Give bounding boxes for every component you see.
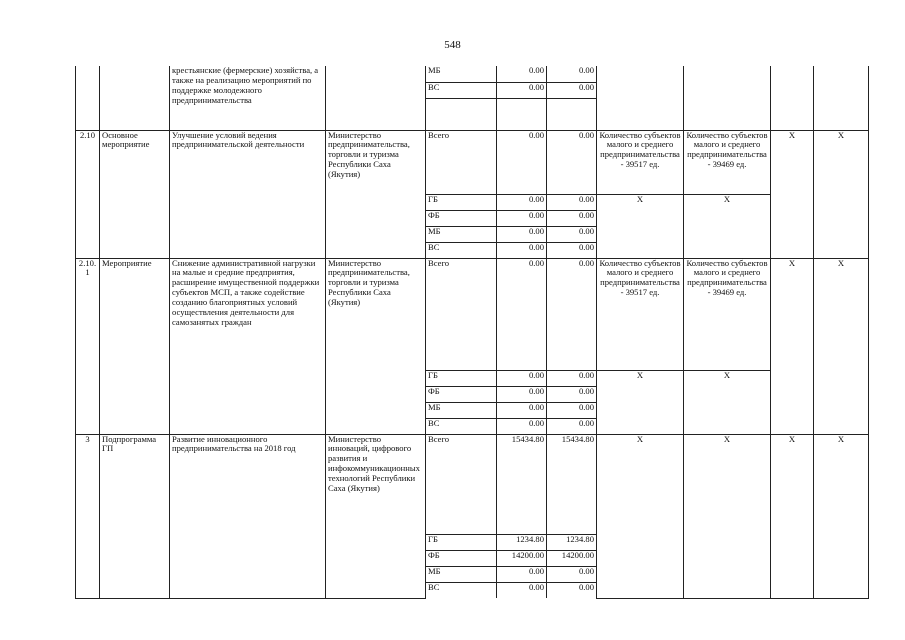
- x-mark: Х: [771, 434, 814, 598]
- amount-plan: 0.00: [497, 82, 547, 98]
- x-mark: Х: [814, 434, 869, 598]
- amount-fact: 0.00: [547, 402, 597, 418]
- amount-fact: 14200.00: [547, 550, 597, 566]
- amount-plan: 0.00: [497, 418, 547, 434]
- funding-source: МБ: [426, 566, 497, 582]
- measure-name: Снижение административной нагрузки на малые и средние предприятия, расширение имущественной поддержки субъектов МСП, а также содействие созданию благоприятных условий осуществления деятельности для самозанятых граждан: [170, 258, 326, 434]
- x-mark: Х: [771, 258, 814, 434]
- funding-source: ГБ: [426, 534, 497, 550]
- row-type: Мероприятие: [100, 258, 170, 434]
- amount-fact: 0.00: [547, 582, 597, 598]
- executor: Министерство предпринимательства, торговли и туризма Республики Саха (Якутия): [326, 258, 426, 434]
- amount-fact: 0.00: [547, 258, 597, 370]
- table-row: [76, 434, 869, 534]
- amount-plan: 1234.80: [497, 534, 547, 550]
- amount-fact: 0.00: [547, 66, 597, 82]
- amount-plan: 0.00: [497, 242, 547, 258]
- amount-plan: 0.00: [497, 386, 547, 402]
- amount-plan: 0.00: [497, 370, 547, 386]
- funding-source: ВС: [426, 418, 497, 434]
- x-mark: Х: [597, 194, 684, 258]
- funding-source: МБ: [426, 66, 497, 82]
- amount-plan: 15434.80: [497, 434, 547, 534]
- amount-plan: 0.00: [497, 402, 547, 418]
- funding-source: ВС: [426, 82, 497, 98]
- x-mark: Х: [597, 370, 684, 434]
- table-row: [76, 130, 869, 194]
- funding-source: ГБ: [426, 194, 497, 210]
- funding-source: ВС: [426, 582, 497, 598]
- executor: Министерство инноваций, цифрового развития и инфокоммуникационных технологий Республики Саха (Якутия): [326, 434, 426, 598]
- row-number: 2.10: [76, 130, 100, 258]
- table-row: [76, 66, 869, 82]
- funding-source: ВС: [426, 242, 497, 258]
- indicator-fact: Количество субъектов малого и среднего предпринимательства - 39469 ед.: [684, 258, 771, 370]
- amount-fact: 0.00: [547, 82, 597, 98]
- funding-source: МБ: [426, 402, 497, 418]
- funding-source: ФБ: [426, 550, 497, 566]
- x-mark: Х: [684, 370, 771, 434]
- amount-fact: 0.00: [547, 370, 597, 386]
- table-row: [76, 258, 869, 370]
- x-mark: Х: [771, 130, 814, 258]
- amount-plan: 0.00: [497, 130, 547, 194]
- program-table: [75, 66, 869, 599]
- funding-source: МБ: [426, 226, 497, 242]
- amount-fact: 15434.80: [547, 434, 597, 534]
- amount-fact: 0.00: [547, 210, 597, 226]
- x-mark: Х: [814, 130, 869, 258]
- row-type: Подпрограмма ГП: [100, 434, 170, 598]
- funding-source: ФБ: [426, 210, 497, 226]
- amount-plan: 0.00: [497, 258, 547, 370]
- funding-source: ФБ: [426, 386, 497, 402]
- funding-source: Всего: [426, 434, 497, 534]
- funding-source: Всего: [426, 130, 497, 194]
- measure-name: Улучшение условий ведения предпринимательской деятельности: [170, 130, 326, 258]
- indicator-plan: Количество субъектов малого и среднего предпринимательства - 39517 ед.: [597, 130, 684, 194]
- page-number: 548: [444, 39, 461, 51]
- row-type: Основное мероприятие: [100, 130, 170, 258]
- amount-fact: 0.00: [547, 226, 597, 242]
- executor: Министерство предпринимательства, торговли и туризма Республики Саха (Якутия): [326, 130, 426, 258]
- amount-plan: 0.00: [497, 566, 547, 582]
- amount-plan: 0.00: [497, 194, 547, 210]
- amount-plan: 14200.00: [497, 550, 547, 566]
- amount-fact: 0.00: [547, 386, 597, 402]
- indicator-plan: Количество субъектов малого и среднего предпринимательства - 39517 ед.: [597, 258, 684, 370]
- amount-plan: 0.00: [497, 582, 547, 598]
- amount-plan: 0.00: [497, 210, 547, 226]
- row-number: 3: [76, 434, 100, 598]
- row-number: 2.10.1: [76, 258, 100, 434]
- measure-name: Развитие инновационного предпринимательства на 2018 год: [170, 434, 326, 598]
- funding-source: Всего: [426, 258, 497, 370]
- amount-fact: 0.00: [547, 566, 597, 582]
- measure-name: крестьянские (фермерские) хозяйства, а также на реализацию мероприятий по поддержке молодежного предпринимательства: [170, 66, 326, 130]
- amount-fact: 0.00: [547, 242, 597, 258]
- x-mark: Х: [814, 258, 869, 434]
- funding-source: ГБ: [426, 370, 497, 386]
- x-mark: Х: [597, 434, 684, 598]
- amount-fact: 0.00: [547, 130, 597, 194]
- x-mark: Х: [684, 194, 771, 258]
- amount-plan: 0.00: [497, 66, 547, 82]
- amount-fact: 1234.80: [547, 534, 597, 550]
- amount-fact: 0.00: [547, 418, 597, 434]
- x-mark: Х: [684, 434, 771, 598]
- amount-plan: 0.00: [497, 226, 547, 242]
- amount-fact: 0.00: [547, 194, 597, 210]
- indicator-fact: Количество субъектов малого и среднего предпринимательства - 39469 ед.: [684, 130, 771, 194]
